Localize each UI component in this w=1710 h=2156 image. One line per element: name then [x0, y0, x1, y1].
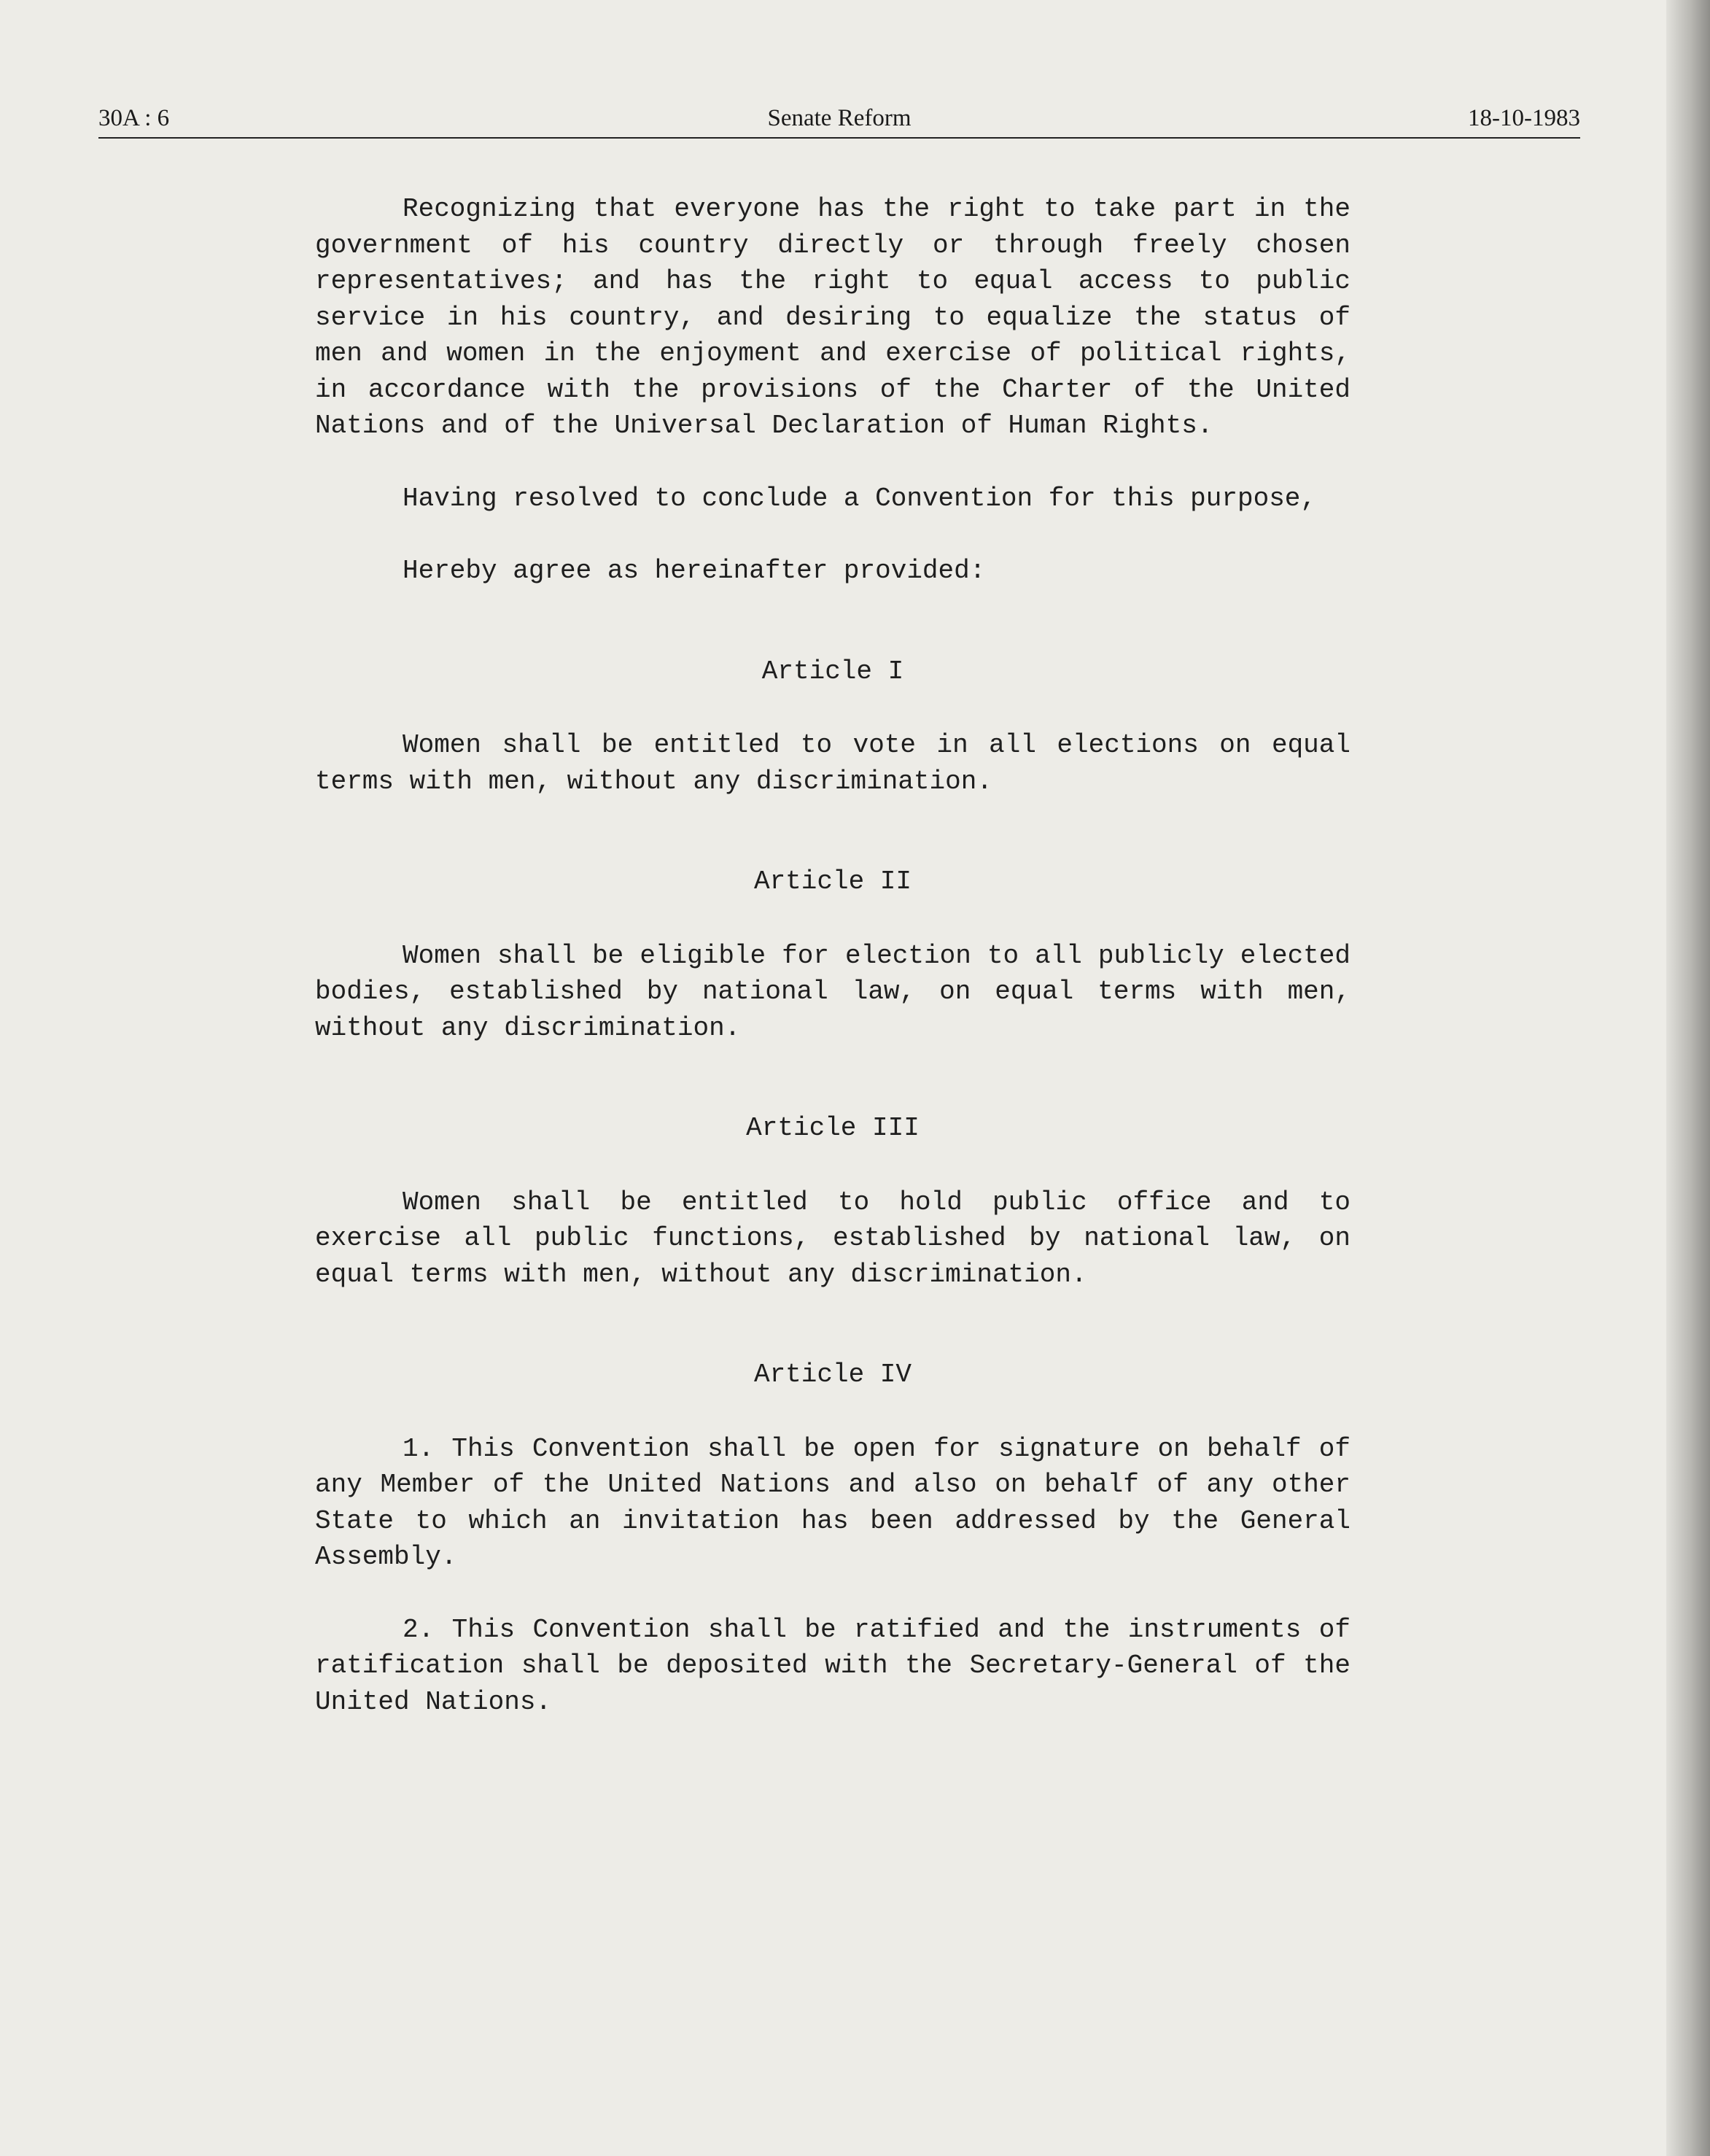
document-body [315, 191, 1350, 1720]
spacer [315, 1147, 1350, 1184]
preamble-having-resolved: Having resolved to conclude a Convention for this purpose, [403, 483, 1317, 513]
preamble-hereby-agree: Hereby agree as hereinafter provided: [403, 556, 986, 586]
spacer [315, 1292, 1350, 1357]
spacer [315, 516, 1350, 553]
page-header [98, 101, 1580, 139]
spacer [315, 1046, 1350, 1110]
article-paragraph-2: 2. This Convention shall be ratified and the instruments of ratification shall be deposited with the Secretary-General of the United Nations. [315, 1614, 1350, 1717]
spacer [315, 1393, 1350, 1431]
header-rule [98, 137, 1580, 139]
page-edge-shadow [1666, 0, 1710, 2156]
article-paragraph: Women shall be entitled to vote in all elections on equal terms with men, without any discrimination. [315, 730, 1350, 796]
article-heading: Article IV [753, 1360, 912, 1389]
spacer [315, 444, 1350, 481]
spacer [315, 589, 1350, 654]
article-heading: Article I [761, 656, 904, 686]
article-3 [315, 1110, 1350, 1292]
article-1 [315, 654, 1350, 800]
spacer [315, 900, 1350, 938]
page-number: 30A : 6 [98, 105, 170, 131]
header-date: 18-10-1983 [1468, 105, 1580, 131]
article-paragraph: Women shall be entitled to hold public office and to exercise all public functions, established by national law, on equal terms with men, without any discrimination. [315, 1187, 1350, 1290]
running-title: Senate Reform [767, 105, 912, 131]
spacer [315, 689, 1350, 727]
spacer [315, 799, 1350, 864]
article-2 [315, 864, 1350, 1046]
article-heading: Article II [753, 866, 912, 896]
article-heading: Article III [746, 1113, 920, 1143]
article-paragraph: Women shall be eligible for election to all publicly elected bodies, established by national law, on equal terms with men, without any discrimination. [315, 940, 1350, 1043]
spacer [315, 1575, 1350, 1612]
article-4 [315, 1357, 1350, 1720]
preamble-recognizing: Recognizing that everyone has the right to take part in the government of his country directly or through freely chosen representatives; and has the right to equal access to public service in his country, and desiring to equalize the status of men and women in the enjoyment and exercise of political rights, in accordance with the provisions of the Charter of the United Nations and of the Universal Declaration of Human Rights. [315, 194, 1350, 441]
article-paragraph-1: 1. This Convention shall be open for signature on behalf of any Member of the United Nations and also on behalf of any other State to which an invitation has been addressed by the General Assembly. [315, 1433, 1350, 1572]
